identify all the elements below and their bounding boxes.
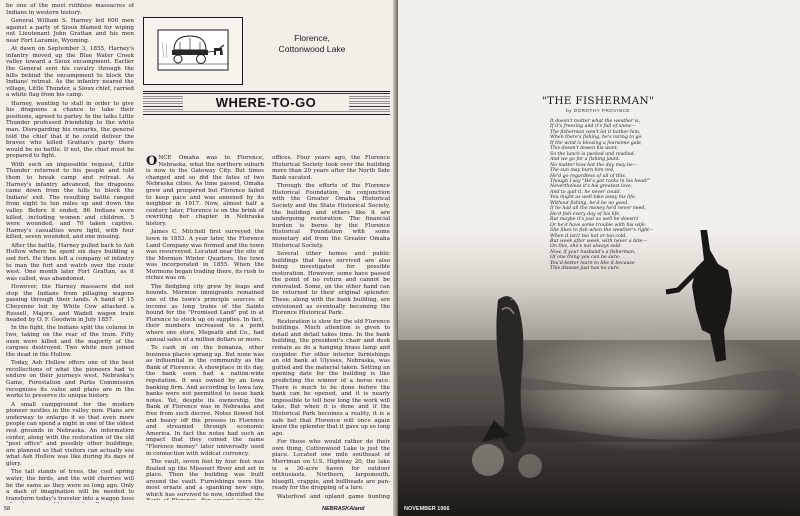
section-title: WHERE-TO-GO bbox=[183, 95, 349, 111]
covered-wagon-icon bbox=[144, 18, 242, 84]
paragraph: However, the Harney massacre did not stop the Indians from pillaging wagons passing through their lands. A band of 15 Cheyenne led by White Cow attacked a Russell, Majors, and Wadell wagon train headed by O. F. Goodwin in July 1857. bbox=[6, 284, 134, 324]
page-number-right: 59 bbox=[787, 506, 794, 512]
poem-title: "THE FISHERMAN" bbox=[541, 95, 655, 107]
photo-icon bbox=[398, 230, 800, 516]
paragraph: Waterfowl and upland game hunting bbox=[277, 493, 390, 500]
poem-line: Though I say "He's got rocks in his head!" bbox=[550, 178, 651, 184]
paragraph-lead bbox=[146, 155, 264, 228]
poem-line: If it's freezing and it's full of snow— bbox=[550, 124, 636, 130]
paragraph: Harney, wanting to stall in order to give his dragoons a chance to take their positions, agreed to parley. In the talks Little Thunder professed friendship to the white man. Disregarding his remarks, the general told the chief that if he could deliver the braves who killed Grattan's party there would be no battle. If not, the chief must be prepared to fight. bbox=[6, 100, 134, 160]
drop-cap: O bbox=[146, 155, 158, 169]
poem-line: You'd better learn to like it because bbox=[550, 260, 635, 266]
poem-line: When there's fishing, he's raring to go. bbox=[550, 135, 643, 141]
poem-line: Of one thing you can be sure: bbox=[550, 255, 621, 261]
poem-line: Without fishing, he'd be no good. bbox=[550, 200, 629, 206]
header-place-name bbox=[252, 33, 372, 55]
paragraph: To cash in on the bonanza, other business places sprang up. But none was as influential in the community as the Bank of Florence. A showplace in its day, the bank soon had a nation-wide reputation. It was owned by an Iowa banking firm. And according to Iowa law, banks were not permitted to issue bank notes. Yet, despite its ownership, the Bank of Florence was in Nebraska and free from such decree. Notes flowed hot and heavy off the presses in Florence and streamed through economic America. In fact the notes had such an impact that they coined the name "Florence money" later universally used in connection with wildcat currency. bbox=[146, 345, 264, 457]
left-page bbox=[0, 0, 396, 516]
poem-line: You might as well take away his life, bbox=[550, 195, 637, 201]
paragraph: In the fight, the Indians split the column in two, taking on the rear of the train. Fifty oxen were killed and the majority of the cargoes destroyed. Two white men joined the dead in the Hollow. bbox=[6, 325, 134, 358]
poem-line: If the wind is blowing a fearsome gale, bbox=[550, 140, 643, 146]
paragraph: Today, Ash Hollow offers one of the best recollections of what the pioneers had to endure on their journeys west. Nebraska's Game, Forestation and Parks Commission recognizes its value and plans are in the works to preserve its unique history. bbox=[6, 360, 134, 400]
article-column-1 bbox=[6, 3, 134, 503]
poem-line: He'd go regardless of all of this, bbox=[550, 173, 627, 179]
right-page bbox=[398, 0, 800, 516]
poem-line: The fisherman won't let it bother him, bbox=[550, 129, 641, 135]
paragraph: After the battle, Harney pulled back to Ash Hollow where he spent six days building a sod fort. He then left a company of infantry to man the fort and watch over the route west. One month later Fort Grattan, as it was called, was abandoned. bbox=[6, 242, 134, 282]
place-line-1: Florence, bbox=[294, 33, 330, 43]
poem-line: Nevertheless it's his greatest love, bbox=[550, 184, 633, 190]
lead-text: NCE Omaha was to Florence, Nebraska, what the northern suburb is now to the Gateway City. But times changed and so did the fates of two Nebraska cities. As time passed, Omaha grew and prospered but Florence failed to keep pace and was annexed by its neighbor in 1917. Now, almost half a century later, Florence is on the brink of rewriting her chapter in Nebraska history. bbox=[146, 155, 264, 227]
paragraph: With such an impossible request, Little Thunder returned to his people and told them to break camp and retreat. As Harney's infantry advanced, the dragoons came down from the hills to block the Indians' exit. The resulting battle ranged from eight to ten miles up and down the valley. Before it ended, 86 Indians were killed, including women and children, 5 were wounded, and 70 taken captive. Harney's casualties were light, with four killed, seven wounded, and one missing. bbox=[6, 161, 134, 241]
paragraph: Several other homes and public buildings that have survived are also being investigated for possible restoration. However, some have passed the point of no return and cannot be renovated. Some, on the other hand can be returned to their original splendor. These, along with the bank building, are envisioned as eventually becoming the Florence Historical Park. bbox=[272, 250, 390, 317]
issue-date: NOVEMBER 1966 bbox=[404, 506, 450, 512]
section-title-bar bbox=[143, 91, 390, 115]
poem-line: Or he'd have some trouble with his wife. bbox=[550, 222, 647, 228]
poem-line: But maybe it's just as well he doesn't bbox=[550, 217, 639, 223]
paragraph: Through the efforts of the Florence Historical Foundation, in conjunction with the Greater Omaha Historical Society and the State Historical Society, the building and others like it are undergoing restoration. The financial burden is borne by the Florence Historical Foundation with some monetary aid from the Greater Omaha Historical Society. bbox=[272, 183, 390, 249]
poem-line: Now, if your husband's a fisherman, bbox=[550, 249, 636, 255]
paragraph: Restoration is slow for the old Florence buildings. Much attention is given to detail and detail takes time. In the bank building, the president's chair and desk remain as do a hanging brass lamp and cuspidor. For other interior furnishings an old bank at Ulysses, Nebraska, was gutted and the material taken. Setting an opening date for the building is like predicting the winner of a horse race. There is much to be done before the bank can be opened, and it is nearly impossible to tell how long the work will take. But when it is done and if the Historical Park becomes a reality, it is a safe bet that Florence will once again know the splendor that it gave up so long ago. bbox=[272, 318, 390, 437]
poem-line: He'd fish every day of his life, bbox=[550, 211, 621, 217]
paragraph: The vault, seven feet by four feet was floated up the Missouri River and set in place. Then the building was built around the vault. Furnishings were the most ornate and a spanking new sign, which has survived to now, identified the bbox=[146, 458, 264, 498]
paragraph: General William S. Harney led 600 men against a party of Sioux blamed for wiping out Lieutenant John Grattan and his men near Fort Laramie, Wyoming. bbox=[6, 17, 134, 44]
poem-line: When it isn't too hot or too cold, bbox=[550, 233, 627, 239]
magazine-name: NEBRASKAland bbox=[322, 506, 365, 512]
poem-line: And to quit it, he never could. bbox=[550, 189, 622, 195]
poem-line: If he had all the money he'd never need, bbox=[550, 206, 646, 212]
poem-line: And we go for a fishing jaunt. bbox=[550, 157, 621, 163]
poem-line: She likes to fish when the weather's right— bbox=[550, 228, 654, 234]
poem-line: This disease just has no cure. bbox=[550, 266, 621, 272]
fisherman-with-fish-photo bbox=[398, 230, 800, 516]
page-number-left: 58 bbox=[4, 506, 11, 512]
paragraph: For those who would rather do their own thing, Cottonwood Lake is just the place. Located one mile southeast of Merriman on U.S. Highway 20, the lake is a 36-acre haven for outdoor enthusiasts. Northern, largemouth, bluegill, crappie, and bullheads are pan-ready for the dropping of a lure. bbox=[272, 439, 390, 492]
article-column-3 bbox=[272, 155, 390, 500]
place-line-2: Cottonwood Lake bbox=[278, 44, 346, 54]
poem-line: On this, she's not always sold. bbox=[550, 244, 622, 250]
covered-wagon-illustration bbox=[143, 17, 243, 85]
paragraph: be one of the most ruthless massacres of Indians in western history. bbox=[6, 3, 134, 16]
article-column-2 bbox=[146, 155, 264, 500]
paragraph: The fledgling city grew by leaps and bounds. Mormon immigrants remained one of the town's principle sources of income as long trains of the Saints bound for the "Promised Land" put in at Florence to stock up on supplies. In fact, their numbers increased to a point where one store, Megeath and Co., had annual sales of a million dollars or more. bbox=[146, 283, 264, 343]
paragraph: A small campground for the modern pioneer nestles in the valley now. Plans are underway to enlarge it so that even more people can spend a night in one of the oldest rest grounds in Nebraska. An information center, along with the restoration of the old "post office" and possibly other buildings, are planned so that visitors can actually see what Ash Hollow was like during its days of glory. bbox=[6, 401, 134, 467]
poem-line: The sun may burn him red, bbox=[550, 168, 615, 174]
paragraph: offices. Four years ago, the Florence Historical Society took over the building more than 20 years after the North Side Bank vacated. bbox=[272, 155, 390, 181]
poem-author: by DOROTHY PROVINCE bbox=[566, 108, 630, 113]
paragraph: The tall stands of trees, the cool spring water, the birds, and the wild cherries will be the same as they were so long ago. Only a dash of imagination will be needed to transform today's traveler into a wagon boss bbox=[6, 469, 134, 502]
paragraph: At dawn on September 3, 1855, Harney's infantry moved up the Blue Water Creek valley toward a Sioux encampment. Earlier the General sent his cavalry through the hills behind the encampment to block the Indians' retreat. As the infantry neared the village, Little Thunder, a Sioux chief, carried a white flag from his camp. bbox=[6, 46, 134, 99]
poem-body bbox=[550, 119, 670, 272]
poem-line: No matter how hot the day may be— bbox=[550, 162, 638, 168]
poem-line: But week after week, with never a bite— bbox=[550, 238, 648, 244]
poem-line: So the lunch is packed and readied, bbox=[550, 151, 636, 157]
poem-line: It doesn't matter what the weather is, bbox=[550, 119, 641, 124]
paragraph: James C. Mitchell first surveyed the town in 1853. A year later, the Florence Land Company was formed and the town was resurveyed. Located near the site of the Mormon Winter Quarters, the town was incorporated in 1855. When the Mormons began trading there, its rush to riches was on. bbox=[146, 229, 264, 282]
poem-line: This doesn't lessen his want. bbox=[550, 146, 619, 152]
